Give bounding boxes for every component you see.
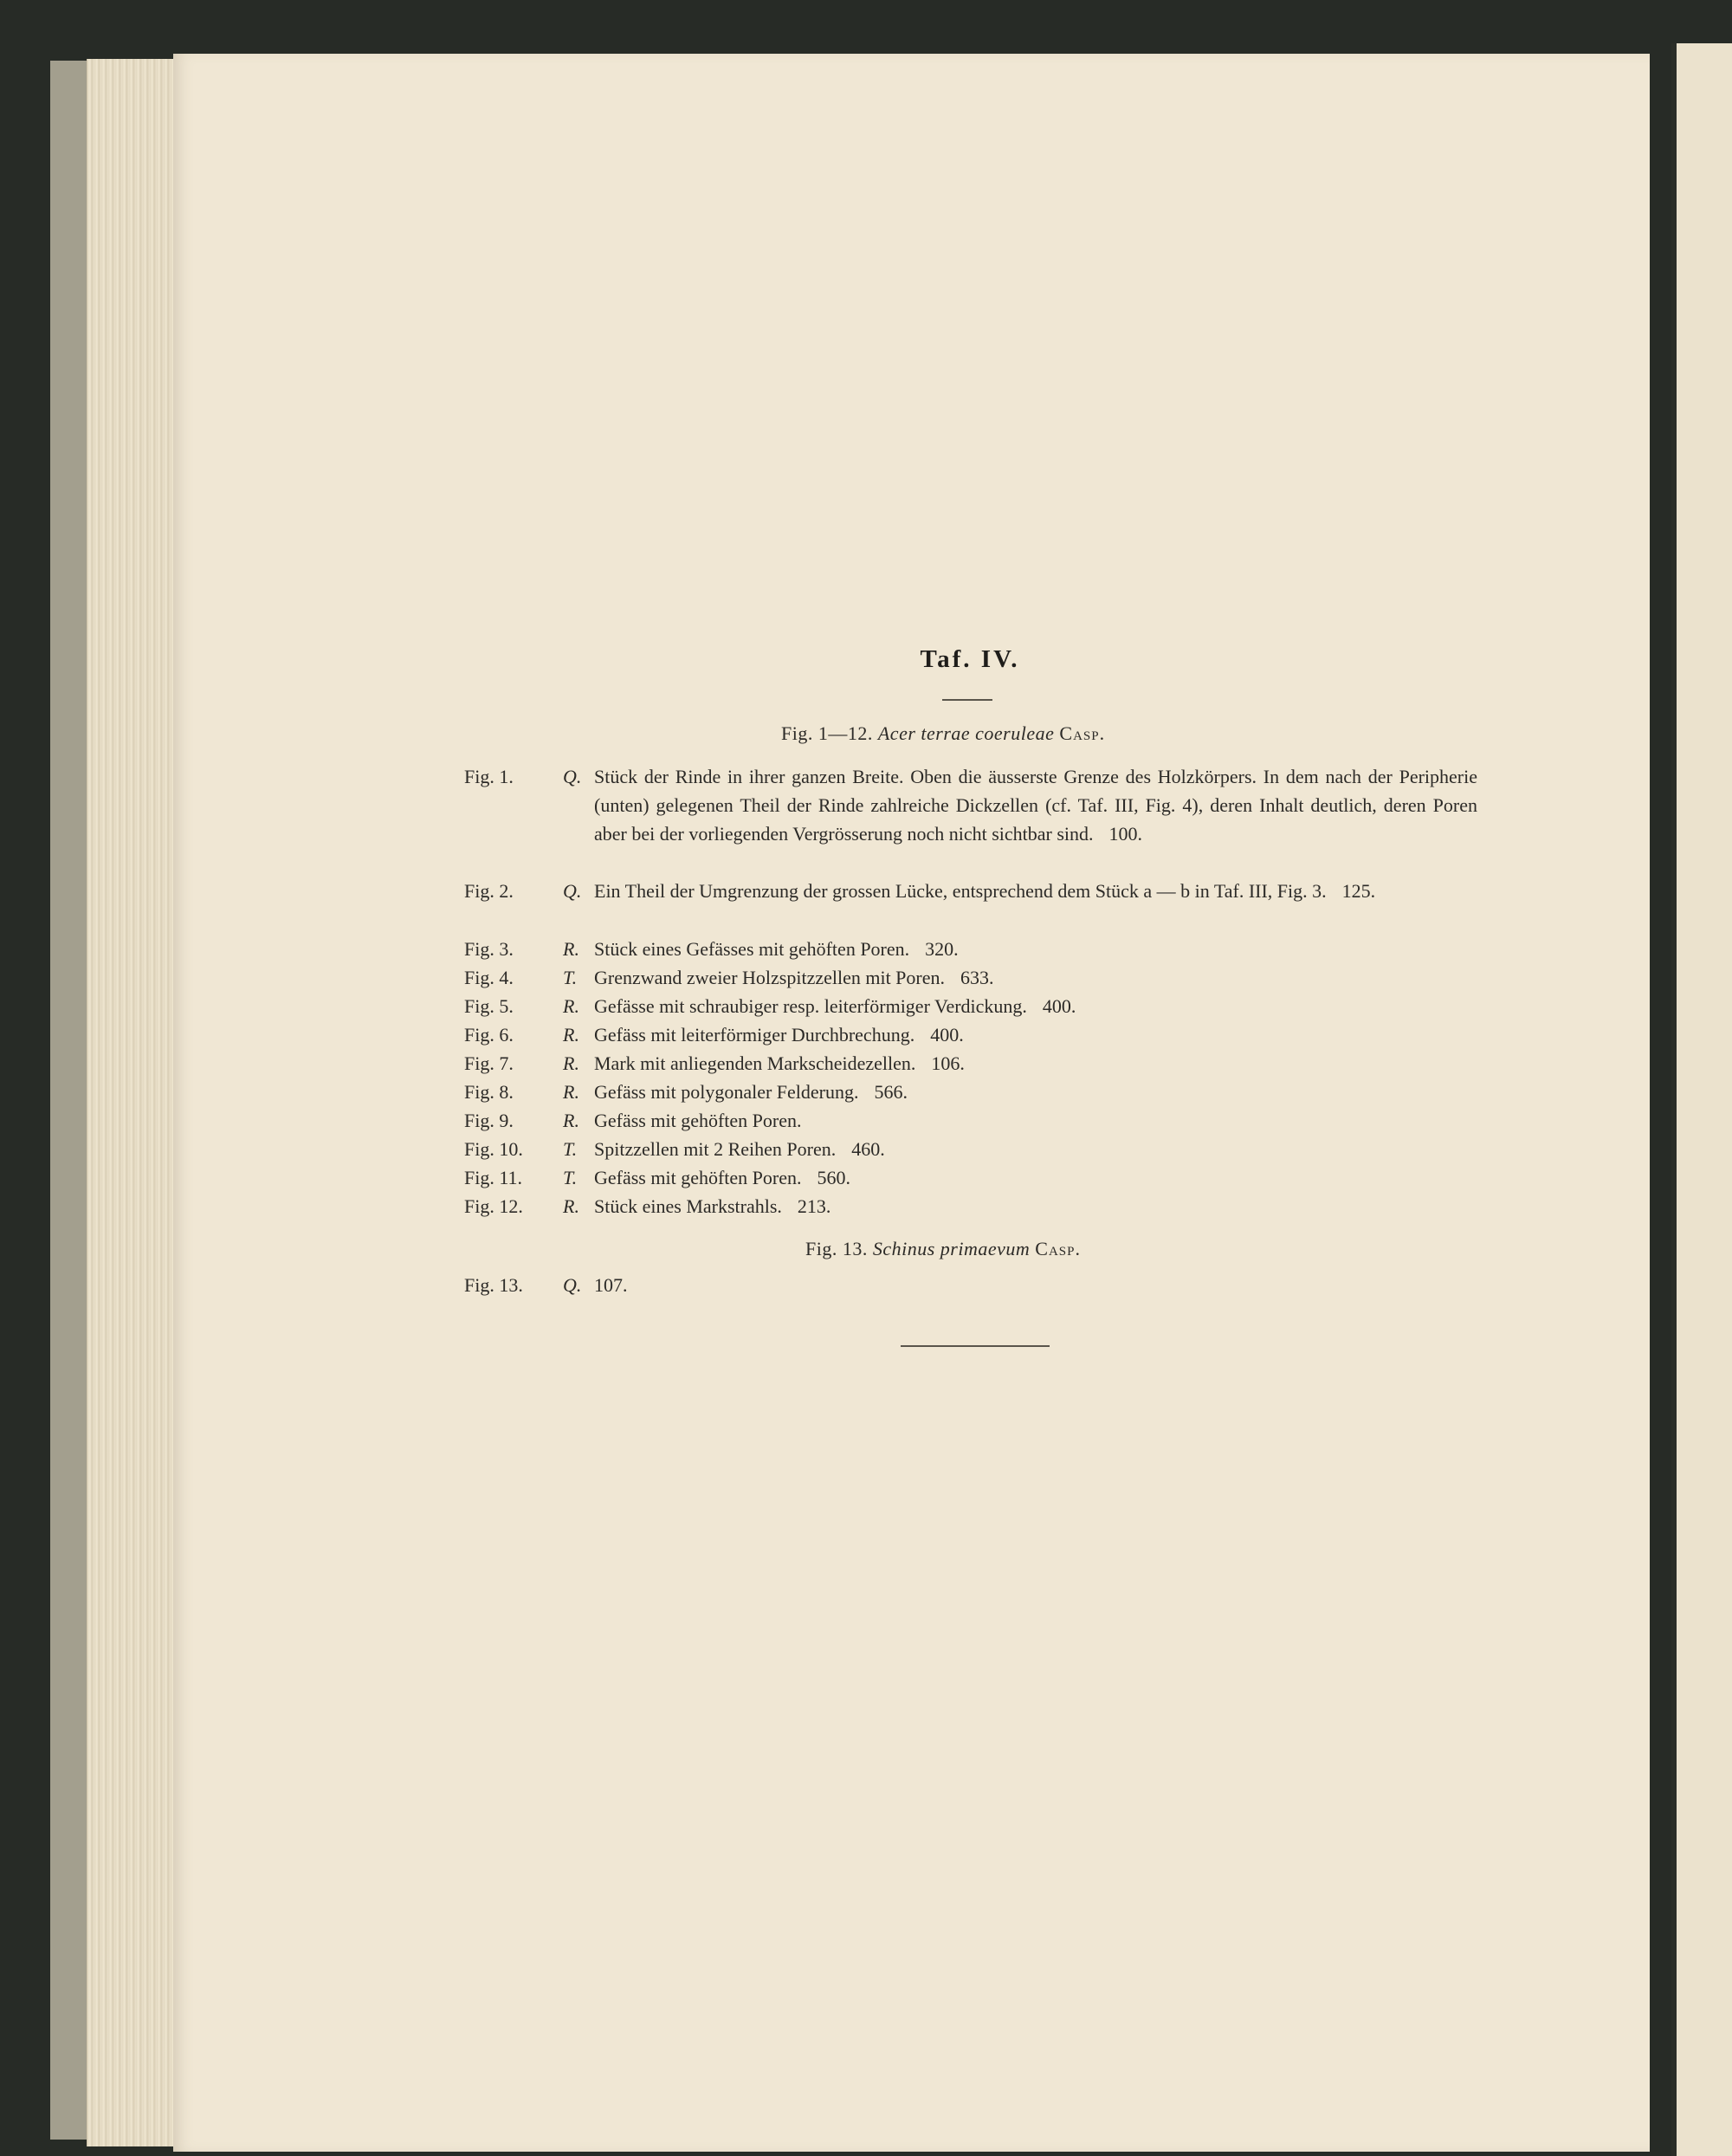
figure-label: Fig. 6. xyxy=(464,1024,514,1046)
figure-label: Fig. 3. xyxy=(464,938,514,960)
group-heading-schinus xyxy=(805,1238,1081,1260)
section-letter: R. xyxy=(563,1024,579,1046)
magnification: 560. xyxy=(817,1167,850,1188)
figure-text: Ein Theil der Umgrenzung der grossen Lücke, entsprechend dem Stück a — b in Taf. III, Fig. 3. xyxy=(594,880,1327,902)
page-stack-edge xyxy=(87,59,187,2146)
group-heading-prefix: Fig. 13. xyxy=(805,1238,868,1259)
figure-label: Fig. 4. xyxy=(464,967,514,988)
figure-label: Fig. 2. xyxy=(464,880,514,902)
magnification: 125. xyxy=(1341,880,1376,902)
section-letter: R. xyxy=(563,1081,579,1103)
figure-text: Stück der Rinde in ihrer ganzen Breite. Oben die äusserste Grenze des Holzkörpers. In dem nach der Peripherie (unten) gelegenen Theil der Rinde zahlreiche Dickzellen (cf. Taf. III, Fig. 4), deren Inhalt deutlich, deren Poren aber bei der vorliegenden Vergrösserung noch nicht sichtbar sind. xyxy=(594,766,1477,845)
figure-description xyxy=(594,935,1477,963)
author-abbrev: Casp. xyxy=(1035,1238,1081,1259)
figure-text: Gefäss mit leiterförmiger Durchbrechung. xyxy=(594,1024,915,1046)
figure-description xyxy=(594,963,1477,992)
magnification: 107. xyxy=(594,1274,628,1296)
plate-title: Taf. IV. xyxy=(920,645,1020,673)
group-heading-prefix: Fig. 1—12. xyxy=(781,722,873,744)
figure-text: Spitzzellen mit 2 Reihen Poren. xyxy=(594,1138,837,1160)
author-abbrev: Casp. xyxy=(1059,722,1106,744)
magnification: 400. xyxy=(930,1024,964,1046)
group-heading-acer xyxy=(781,722,1105,745)
figure-text: Gefäss mit gehöften Poren. xyxy=(594,1110,802,1131)
magnification: 213. xyxy=(797,1195,831,1217)
section-letter: Q. xyxy=(563,766,582,787)
figure-text: Gefäss mit polygonaler Felderung. xyxy=(594,1081,859,1103)
magnification: 106. xyxy=(931,1052,965,1074)
figure-description xyxy=(594,1049,1477,1078)
figure-label: Fig. 10. xyxy=(464,1138,523,1160)
magnification: 320. xyxy=(925,938,959,960)
species-name: Acer terrae coeruleae xyxy=(877,722,1055,744)
figure-description xyxy=(594,1106,1477,1135)
section-letter: R. xyxy=(563,1195,579,1217)
figure-text: Gefäss mit gehöften Poren. xyxy=(594,1167,802,1188)
magnification: 460. xyxy=(851,1138,885,1160)
figure-label: Fig. 11. xyxy=(464,1167,523,1188)
section-letter: R. xyxy=(563,938,579,960)
figure-label: Fig. 7. xyxy=(464,1052,514,1074)
section-letter: T. xyxy=(563,1138,578,1160)
section-letter: R. xyxy=(563,1052,579,1074)
figure-description xyxy=(594,1163,1477,1192)
figure-label: Fig. 9. xyxy=(464,1110,514,1131)
figure-label: Fig. 8. xyxy=(464,1081,514,1103)
figure-description xyxy=(594,992,1477,1020)
title-rule xyxy=(942,699,992,701)
figure-text: Stück eines Gefässes mit gehöften Poren. xyxy=(594,938,910,960)
magnification: 100. xyxy=(1108,823,1143,845)
figure-text: Grenzwand zweier Holzspitzzellen mit Poren. xyxy=(594,967,946,988)
figure-label: Fig. 5. xyxy=(464,995,514,1017)
section-letter: R. xyxy=(563,1110,579,1131)
figure-text: Stück eines Markstrahls. xyxy=(594,1195,782,1217)
figure-label: Fig. 12. xyxy=(464,1195,523,1217)
figure-text: Gefässe mit schraubiger resp. leiterförmiger Verdickung. xyxy=(594,995,1027,1017)
figure-description xyxy=(594,762,1477,848)
figure-label: Fig. 1. xyxy=(464,766,514,787)
figure-description xyxy=(594,1271,1477,1299)
figure-description xyxy=(594,1135,1477,1163)
figure-label: Fig. 13. xyxy=(464,1274,523,1296)
magnification: 566. xyxy=(874,1081,908,1103)
section-letter: Q. xyxy=(563,880,582,902)
section-letter: R. xyxy=(563,995,579,1017)
section-letter: T. xyxy=(563,967,578,988)
magnification: 400. xyxy=(1042,995,1076,1017)
closing-rule xyxy=(901,1345,1050,1347)
section-letter: T. xyxy=(563,1167,578,1188)
figure-description xyxy=(594,1020,1477,1049)
species-name: Schinus primaevum xyxy=(872,1238,1031,1259)
section-letter: Q. xyxy=(563,1274,582,1296)
figure-description xyxy=(594,1078,1477,1106)
figure-description xyxy=(594,1192,1477,1220)
figure-text: Mark mit anliegenden Markscheidezellen. xyxy=(594,1052,916,1074)
facing-page-edge xyxy=(1671,43,1732,2156)
magnification: 633. xyxy=(960,967,994,988)
figure-description xyxy=(594,877,1477,905)
